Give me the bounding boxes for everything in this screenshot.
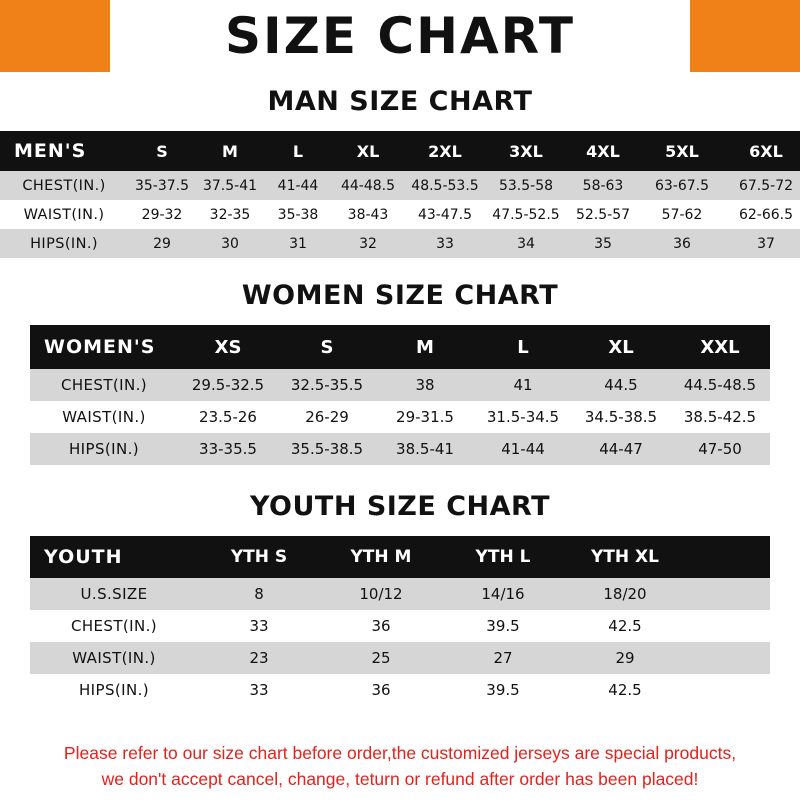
table-row: [30, 401, 770, 433]
row-label: CHEST(IN.): [0, 171, 128, 200]
header-cell: M: [376, 325, 474, 369]
header-cell: XL: [572, 325, 670, 369]
header-cell: 2XL: [404, 131, 486, 171]
header-cell: YTH S: [198, 536, 320, 578]
data-cell: 32.5-35.5: [278, 369, 376, 401]
data-cell: 47-50: [670, 433, 770, 465]
header-cell: S: [128, 131, 196, 171]
row-label: HIPS(IN.): [30, 433, 178, 465]
data-cell: 41-44: [474, 433, 572, 465]
data-cell: 26-29: [278, 401, 376, 433]
header-cell: L: [264, 131, 332, 171]
header-spacer: [686, 536, 770, 578]
table-row: [30, 674, 770, 706]
data-cell: 36: [640, 229, 724, 258]
row-label: HIPS(IN.): [30, 674, 198, 706]
youth-section-title: YOUTH SIZE CHART: [249, 491, 551, 522]
data-cell: 35: [566, 229, 640, 258]
table-row: [0, 200, 800, 229]
data-cell: 38.5-42.5: [670, 401, 770, 433]
header-cell: 6XL: [724, 131, 800, 171]
data-cell: 53.5-58: [486, 171, 566, 200]
data-cell: 14/16: [442, 578, 564, 610]
table-row: [30, 433, 770, 465]
data-cell: 42.5: [564, 610, 686, 642]
row-label: CHEST(IN.): [30, 369, 178, 401]
data-cell: 37: [724, 229, 800, 258]
data-cell: 33: [404, 229, 486, 258]
header-cell: YTH M: [320, 536, 442, 578]
data-cell: 18/20: [564, 578, 686, 610]
data-cell: 34: [486, 229, 566, 258]
table-header-row: [30, 536, 770, 578]
row-label: CHEST(IN.): [30, 610, 198, 642]
women-size-table: [30, 325, 770, 465]
header-cell: 5XL: [640, 131, 724, 171]
data-cell: 29: [128, 229, 196, 258]
data-cell: 37.5-41: [196, 171, 264, 200]
data-cell: 58-63: [566, 171, 640, 200]
table-header-row: [30, 325, 770, 369]
data-cell: 48.5-53.5: [404, 171, 486, 200]
data-cell: 67.5-72: [724, 171, 800, 200]
row-label: WAIST(IN.): [30, 401, 178, 433]
data-cell: 35.5-38.5: [278, 433, 376, 465]
table-row: [0, 229, 800, 258]
data-cell: 57-62: [640, 200, 724, 229]
data-cell: 31.5-34.5: [474, 401, 572, 433]
women-section-title: WOMEN SIZE CHART: [241, 280, 559, 311]
row-label: U.S.SIZE: [30, 578, 198, 610]
header-cell: MEN'S: [0, 131, 128, 171]
data-cell: 63-67.5: [640, 171, 724, 200]
table-row: [30, 369, 770, 401]
data-cell: 47.5-52.5: [486, 200, 566, 229]
header-cell: M: [196, 131, 264, 171]
data-cell: 29-31.5: [376, 401, 474, 433]
row-label: WAIST(IN.): [30, 642, 198, 674]
header-cell: S: [278, 325, 376, 369]
data-cell: 8: [198, 578, 320, 610]
data-cell: 62-66.5: [724, 200, 800, 229]
data-cell: 29: [564, 642, 686, 674]
data-cell: 44-48.5: [332, 171, 404, 200]
data-cell: 43-47.5: [404, 200, 486, 229]
table-row: [30, 642, 770, 674]
row-label: HIPS(IN.): [0, 229, 128, 258]
data-cell: 38.5-41: [376, 433, 474, 465]
data-cell: 35-37.5: [128, 171, 196, 200]
data-cell: 42.5: [564, 674, 686, 706]
data-cell: 44.5: [572, 369, 670, 401]
table-row: [30, 578, 770, 610]
data-cell: 29-32: [128, 200, 196, 229]
row-label: WAIST(IN.): [0, 200, 128, 229]
page-title: SIZE CHART: [224, 7, 576, 65]
table-row: [30, 610, 770, 642]
data-cell: 36: [320, 610, 442, 642]
data-cell: 29.5-32.5: [178, 369, 278, 401]
data-cell: 33: [198, 674, 320, 706]
man-section-title: MAN SIZE CHART: [267, 86, 533, 117]
data-cell: 35-38: [264, 200, 332, 229]
header-cell: L: [474, 325, 572, 369]
data-cell: 23.5-26: [178, 401, 278, 433]
header-cell: 4XL: [566, 131, 640, 171]
data-cell: 44-47: [572, 433, 670, 465]
data-cell: 36: [320, 674, 442, 706]
header-banner: [0, 0, 800, 72]
data-cell: 25: [320, 642, 442, 674]
table-header-row: [0, 131, 800, 171]
header-cell: YOUTH: [30, 536, 198, 578]
order-policy-note: [0, 740, 800, 792]
data-cell: 31: [264, 229, 332, 258]
data-cell: 30: [196, 229, 264, 258]
data-cell: 39.5: [442, 610, 564, 642]
row-spacer: [686, 674, 770, 706]
note-line-1: Please refer to our size chart before order,the customized jerseys are special products,: [63, 743, 737, 763]
header-cell: XS: [178, 325, 278, 369]
row-spacer: [686, 642, 770, 674]
banner-accent-right: [690, 0, 800, 72]
banner-accent-left: [0, 0, 110, 72]
data-cell: 34.5-38.5: [572, 401, 670, 433]
header-cell: XL: [332, 131, 404, 171]
data-cell: 33: [198, 610, 320, 642]
note-line-2: we don't accept cancel, change, teturn or refund after order has been placed!: [101, 769, 699, 789]
data-cell: 32: [332, 229, 404, 258]
header-cell: XXL: [670, 325, 770, 369]
table-row: [0, 171, 800, 200]
header-cell: 3XL: [486, 131, 566, 171]
man-size-table: [0, 131, 800, 258]
youth-size-table: [30, 536, 770, 706]
data-cell: 32-35: [196, 200, 264, 229]
data-cell: 10/12: [320, 578, 442, 610]
data-cell: 52.5-57: [566, 200, 640, 229]
row-spacer: [686, 578, 770, 610]
data-cell: 39.5: [442, 674, 564, 706]
data-cell: 41: [474, 369, 572, 401]
row-spacer: [686, 610, 770, 642]
data-cell: 38-43: [332, 200, 404, 229]
data-cell: 38: [376, 369, 474, 401]
header-cell: YTH XL: [564, 536, 686, 578]
data-cell: 27: [442, 642, 564, 674]
data-cell: 33-35.5: [178, 433, 278, 465]
data-cell: 23: [198, 642, 320, 674]
header-cell: WOMEN'S: [30, 325, 178, 369]
data-cell: 44.5-48.5: [670, 369, 770, 401]
data-cell: 41-44: [264, 171, 332, 200]
header-cell: YTH L: [442, 536, 564, 578]
